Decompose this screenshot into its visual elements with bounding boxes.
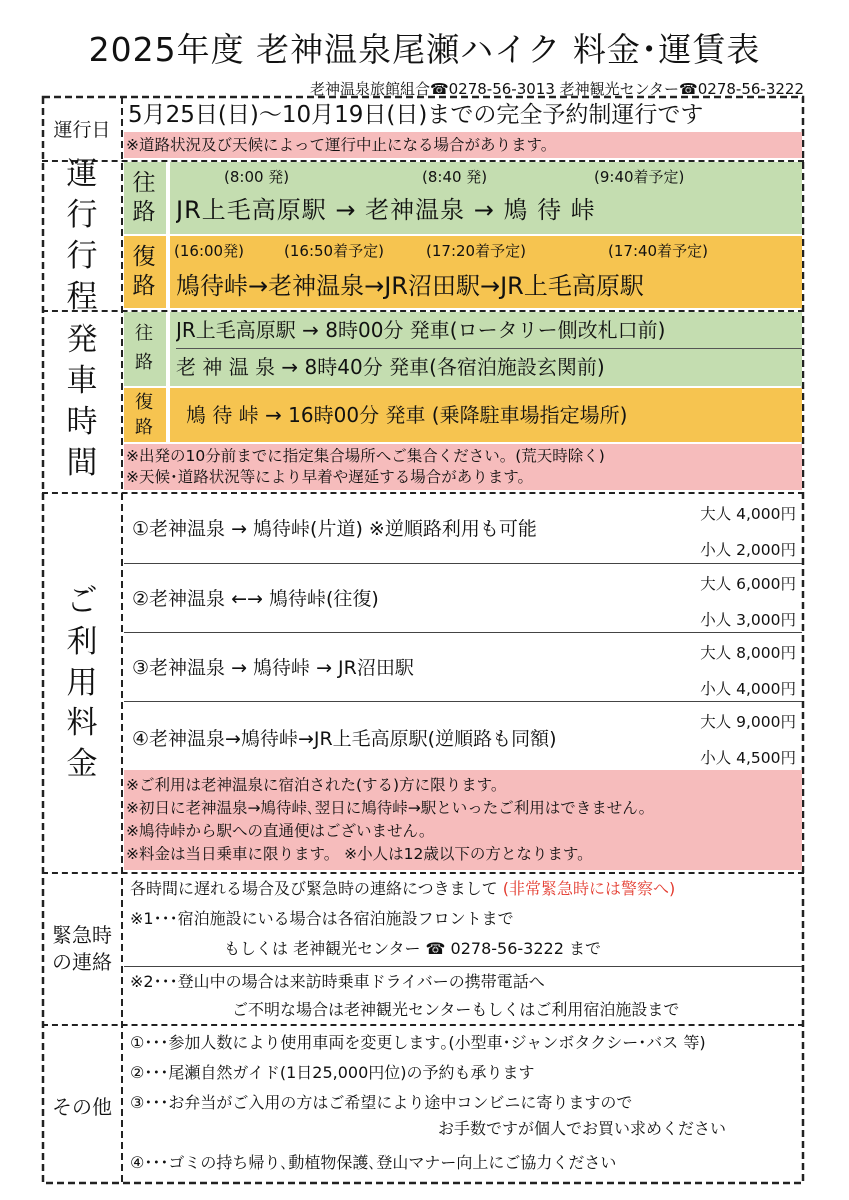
fare-item-1: ①老神温泉 → 鳩待峠(片道) ※逆順路利用も可能 大人 4,000円 小人 2,000円 <box>132 505 796 559</box>
departure-notes: ※出発の10分前までに指定集合場所へご集合ください。(荒天時除く) ※天候･道路状況等により早着や遅延する場合があります。 <box>124 444 802 490</box>
fare-item-3: ③老神温泉 → 鳩待峠 → JR沼田駅 大人 8,000円 小人 4,000円 <box>124 632 802 701</box>
fares-section <box>42 492 804 872</box>
outbound-tag: 往 路 <box>132 170 156 225</box>
inbound-time-3: (17:20着予定) <box>426 242 526 260</box>
operating-day-note: ※道路状況及び天候によって運行中止になる場合があります。 <box>124 132 802 158</box>
departure-inbound <box>124 388 802 442</box>
tourism-center-phone: もしくは 老神観光センター ☎ 0278-56-3222 まで <box>224 939 601 958</box>
emergency-contact-2: ※2･･･登山中の場合は来訪時乗車ドライバーの携帯電話へ ご不明な場合は老神観光センターもしくはご利用宿泊施設まで <box>124 966 802 1022</box>
inbound-tag: 復 路 <box>132 244 156 299</box>
outbound-route <box>124 162 802 234</box>
departure-outbound <box>124 312 802 386</box>
departure-outbound-line-1: JR上毛高原駅 → 8時00分 発車(ロータリー側改札口前) <box>176 312 802 349</box>
emergency-contact-1: 各時間に遅れる場合及び緊急時の連絡につきまして (非常緊急時には警察へ) ※1･･･宿泊施設にいる場合は各宿泊施設フロントまで もしくは 老神観光センター ☎ 0278-56-3222 まで <box>124 874 802 966</box>
fare-item-2: ②老神温泉 ←→ 鳩待峠(往復) 大人 6,000円 小人 3,000円 <box>124 563 802 632</box>
inbound-route-text: 鳩待峠→老神温泉→JR沼田駅→JR上毛高原駅 <box>176 272 644 300</box>
inbound-time-4: (17:40着予定) <box>608 242 708 260</box>
other-notes: ①･･･参加人数により使用車両を変更します｡(小型車･ジャンボタクシー･バス 等) ②･･･尾瀬自然ガイド(1日25,000円位)の予約も承ります ③･･･お弁当がご入用の方はご希望により途中コンビニに寄りますので お手数ですが個人でお買い求めください ④･･･ゴミの持ち帰り､動植物保護､登山マナー向上にご協力ください <box>130 1033 727 1172</box>
itinerary-section <box>42 156 804 315</box>
inbound-time-1: (16:00発) <box>174 242 244 260</box>
departure-section <box>42 310 804 492</box>
fare-notes: ※ご利用は老神温泉に宿泊された(する)方に限ります。 ※初日に老神温泉→鳩待峠､翌日に鳩待峠→駅といったご利用はできません。 ※鳩待峠から駅への直通便はございません。 ※料金は当日乗車に限ります。 ※小人は12歳以下の方となります。 <box>124 770 802 870</box>
departure-outbound-line-2: 老 神 温 泉 → 8時40分 発車(各宿泊施設玄関前) <box>176 355 605 379</box>
emergency-label: 緊急時 の連絡 <box>52 923 112 974</box>
other-label: その他 <box>52 1094 112 1119</box>
operating-day-section <box>42 98 804 158</box>
police-note: (非常緊急時には警察へ) <box>502 879 676 898</box>
outbound-time-1: (8:00 発) <box>224 168 290 186</box>
departure-outbound-tag: 往 路 <box>135 323 153 373</box>
outbound-time-2: (8:40 発) <box>422 168 488 186</box>
other-section <box>42 1024 804 1184</box>
departure-label: 発 車 時 間 <box>66 322 98 481</box>
operating-period: 5月25日(日)～10月19日(日)までの完全予約制運行です <box>128 102 704 128</box>
outbound-route-text: JR上毛高原駅 → 老神温泉 → 鳩 待 峠 <box>176 196 596 224</box>
departure-inbound-tag: 復 路 <box>135 391 153 438</box>
fare-table <box>42 96 804 1184</box>
fare-item-4: ④老神温泉→鳩待峠→JR上毛高原駅(逆順路も同額) 大人 9,000円 小人 4,500円 <box>124 701 802 770</box>
itinerary-label: 運 行 行 程 <box>66 156 98 315</box>
emergency-intro: 各時間に遅れる場合及び緊急時の連絡につきまして (非常緊急時には警察へ) <box>130 879 676 898</box>
inbound-time-2: (16:50着予定) <box>284 242 384 260</box>
outbound-time-3: (9:40着予定) <box>594 168 685 186</box>
departure-inbound-line: 鳩 待 峠 → 16時00分 発車 (乗降駐車場指定場所) <box>186 403 628 427</box>
fares-label: ご 利 用 料 金 <box>66 582 98 783</box>
page-title: 2025年度 老神温泉尾瀬ハイク 料金･運賃表 <box>88 30 761 69</box>
operating-day-label: 運行日 <box>53 118 111 141</box>
contact-info: 老神温泉旅館組合☎0278-56-3013 老神観光センター☎0278-56-3222 <box>309 80 804 98</box>
emergency-section <box>42 872 804 1024</box>
inbound-route <box>124 234 802 308</box>
